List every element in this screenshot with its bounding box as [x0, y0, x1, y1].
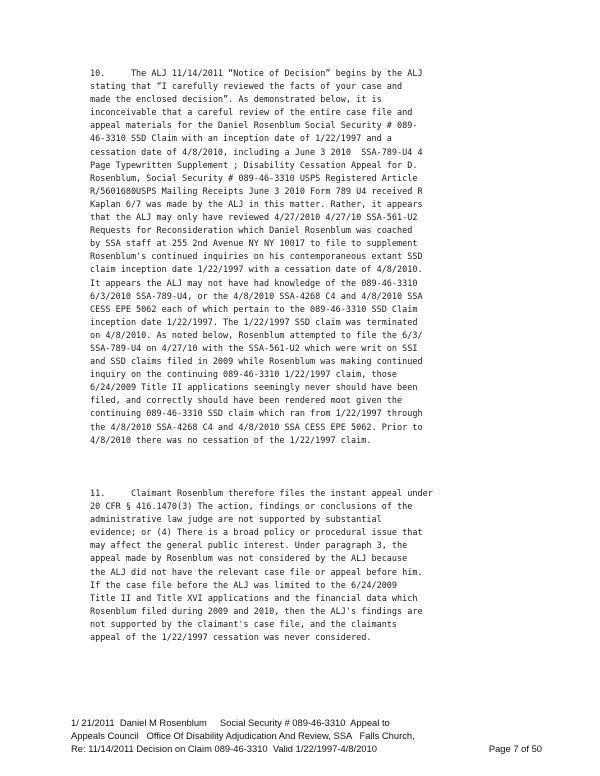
text-line: claim inception date 1/22/1997 with a cessation date of 4/8/2010.: [90, 265, 423, 276]
text-line: may affect the general public interest. Under paragraph 3, the: [90, 541, 408, 552]
text-line: inquiry on the continuing 089-46-3310 1/22/1997 claim, those: [90, 370, 398, 381]
text-line: Kaplan 6/7 was made by the ALJ in this matter. Rather, it appears: [90, 199, 423, 210]
text-line: Rosenblum's continued inquiries on his contemporaneous extant SSD: [90, 252, 423, 263]
text-line: inception date 1/22/1997. The 1/22/1997 SSD claim was terminated: [90, 317, 418, 328]
footer-line-3: Re: 11/14/2011 Decision on Claim 089-46-3310 Valid 1/22/1997-4/8/2010: [71, 743, 377, 755]
text-line: 4/8/2010 there was no cessation of the 1/22/1997 claim.: [90, 435, 372, 446]
text-line: the ALJ did not have the relevant case file or appeal before him.: [90, 567, 423, 578]
text-line: 10. The ALJ 11/14/2011 “Notice of Decision” begins by the ALJ: [90, 69, 423, 79]
footer-line-2: Appeals Council Office Of Disability Adjudication And Review, SSA Falls Church,: [71, 730, 415, 742]
text-line: stating that “I carefully reviewed the facts of your case and: [90, 82, 403, 93]
text-line: Requests for Reconsideration which Daniel Rosenblum was coached: [90, 226, 413, 237]
text-line: that the ALJ may only have reviewed 4/27/2010 4/27/10 SSA-561-U2: [90, 213, 418, 224]
text-line: not supported by the claimant's case file, and the claimants: [90, 619, 398, 630]
text-line: cessation date of 4/8/2010, including a June 3 2010 SSA-789-U4 4: [90, 147, 423, 158]
text-line: by SSA staff at 255 2nd Avenue NY NY 10017 to file to supplement: [90, 239, 418, 250]
text-line: Rosenblum filed during 2009 and 2010, then the ALJ's findings are: [90, 606, 423, 617]
text-line: It appears the ALJ may not have had knowledge of the 089-46-3310: [90, 278, 418, 289]
paragraph-11: [90, 488, 538, 645]
text-line: filed, and correctly should have been rendered moot given the: [90, 396, 403, 407]
text-line: Page Typewritten Supplement ; Disability Cessation Appeal for D.: [90, 160, 418, 171]
text-line: the 4/8/2010 SSA-4268 C4 and 4/8/2010 SSA CESS EPE 5062. Prior to: [90, 422, 423, 433]
footer-line-1: 1/ 21/2011 Daniel M Rosenblum Social Security # 089-46-3310 Appeal to: [71, 717, 390, 728]
text-line: on 4/8/2010. As noted below, Rosenblum attempted to file the 6/3/: [90, 330, 423, 341]
text-line: Rosenblum, Social Security # 089-46-3310 USPS Registered Article: [90, 173, 418, 184]
paragraph-10: [90, 68, 538, 448]
text-line: appeal made by Rosenblum was not considered by the ALJ because: [90, 554, 408, 565]
text-line: If the case file before the ALJ was limited to the 6/24/2009: [90, 580, 398, 591]
text-line: 20 CFR § 416.1470(3) The action, findings or conclusions of the: [90, 502, 413, 513]
text-line: R/5601680USPS Mailing Receipts June 3 2010 Form 789 U4 received R: [90, 186, 423, 197]
text-line: appeal materials for the Daniel Rosenblum Social Security # 089-: [90, 121, 418, 132]
text-line: administrative law judge are not supported by substantial: [90, 515, 382, 526]
text-line: inconceivable that a careful review of the entire case file and: [90, 108, 413, 119]
text-line: CESS EPE 5062 each of which pertain to the 089-46-3310 SSD Claim: [90, 304, 418, 315]
page-number: Page 7 of 50: [488, 743, 542, 755]
text-line: SSA-789-U4 on 4/27/10 with the SSA-561-U2 which were writ on SSI: [90, 343, 418, 354]
text-line: and SSD claims filed in 2009 while Rosenblum was making continued: [90, 357, 423, 368]
text-line: 46-3310 SSD Claim with an inception date of 1/22/1997 and a: [90, 134, 392, 145]
text-line: continuing 089-46-3310 SSD claim which ran from 1/22/1997 through: [90, 409, 423, 420]
text-line: made the enclosed decision”. As demonstrated below, it is: [90, 95, 382, 106]
page-footer: [71, 716, 591, 756]
text-line: evidence; or (4) There is a broad policy or procedural issue that: [90, 528, 423, 539]
text-line: 6/24/2009 Title II applications seemingly never should have been: [90, 383, 418, 394]
text-line: appeal of the 1/22/1997 cessation was never considered.: [90, 633, 372, 644]
text-line: 6/3/2010 SSA-789-U4, or the 4/8/2010 SSA-4268 C4 and 4/8/2010 SSA: [90, 291, 423, 302]
text-line: Title II and Title XVI applications and the financial data which: [90, 593, 418, 604]
text-line: 11. Claimant Rosenblum therefore files the instant appeal under: [90, 489, 433, 499]
